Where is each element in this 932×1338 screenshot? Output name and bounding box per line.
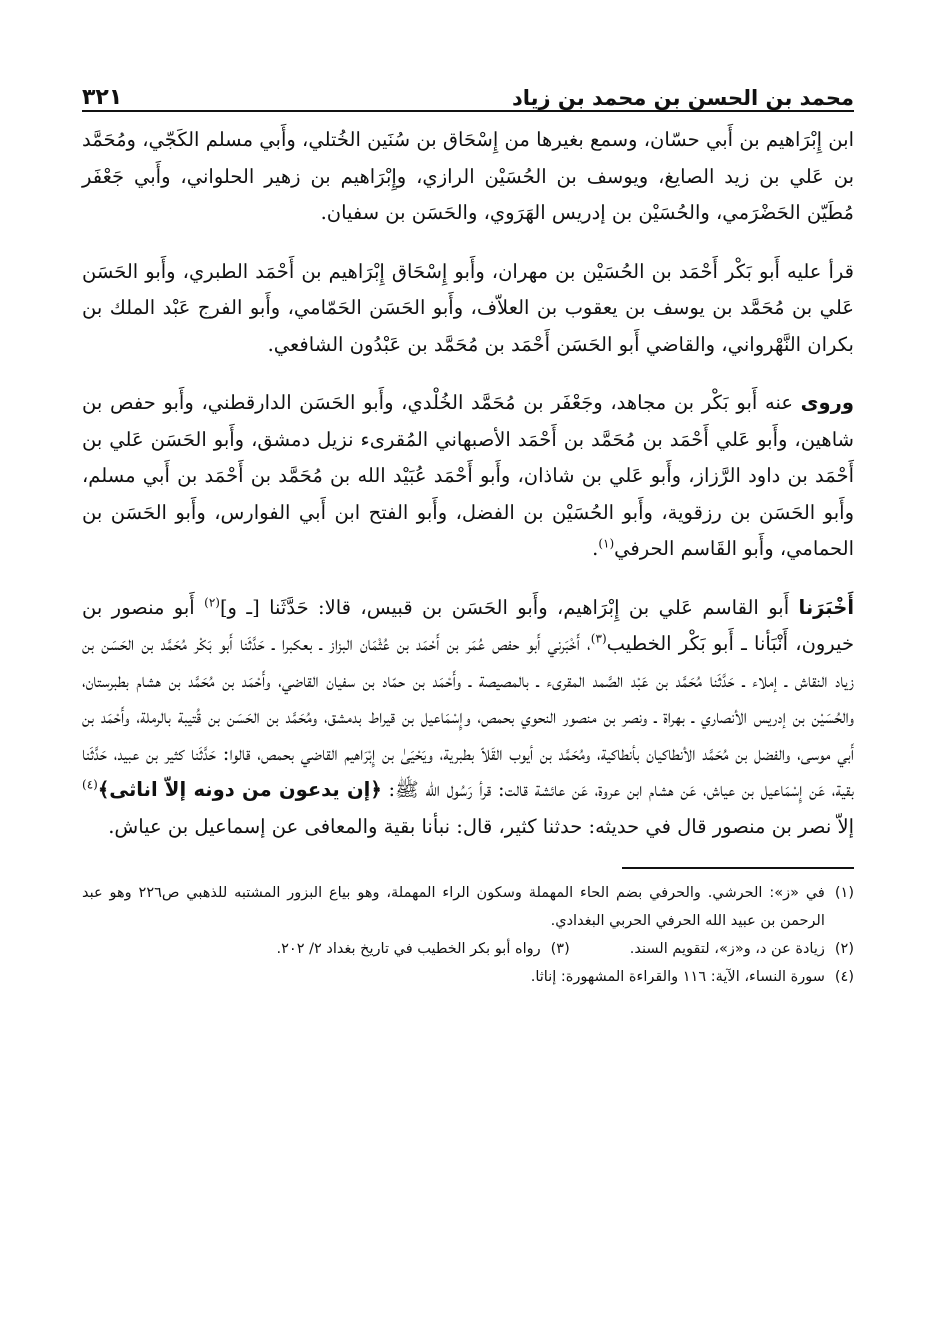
hadith-lead-word: أَخْبَرَنا	[798, 595, 855, 619]
footnote-1	[82, 879, 854, 935]
footnote-divider	[622, 867, 854, 869]
running-header	[82, 62, 854, 112]
footnote-2-text: زيادة عن د، و«ز»، لتقويم السند.	[629, 941, 825, 957]
narrators-lead-word: وروى	[800, 391, 854, 414]
footnote-ref-2: (٢)	[204, 595, 220, 609]
footnote-3-number: (٣)	[550, 941, 570, 957]
footnote-ref-1: (١)	[598, 536, 615, 551]
paragraph-hadith	[82, 590, 854, 846]
page-number: ٣٢١	[82, 85, 123, 110]
book-page	[82, 62, 854, 991]
hadith-text-c: ، أَخْبَرني أَبو حفص عُمَر بن أَحْمَد بن عُثْمَان البزاز ـ بعكبرا ـ حَدَّثَنا أَبو بَكْر مُحَمَّد بن الحَسَن بن زياد النقاش ـ إملاء ـ حَدَّثَنا مُحَمَّد بن عَبْد الصَّمد المقرىء ـ بالمصيصة ـ وأَحْمَد بن حمّاد بن سفيان القاضي، وأَحْمَد بن مُحَمَّد بن هشام بطبرستان، والحُسَيْن بن إدريس الأنصاري ـ بهراة ـ ونصر بن منصور النحوي بحمص، وإِسْمَاعيل بن قيراط بدمشق، ومُحَمَّد بن الحَسَن بن قُتيبة بالرملة، وأَحْمَد بن أَبي موسى، والفضل بن مُحَمَّد الأنطاكيان بأنطاكية، ومُحَمَّد بن أيوب القَلاّ بطبرية، ويَحْيَىٰ بن إِبْرَاهيم القاضي بحمص، قالوا: حَدَّثَنا كثير بن عبيد، حَدَّثَنا بقية، عَن إِسْمَاعيل بن عياش، عَن هشام ابن عروة، عَن عائشة قالت: قرأ رَسُول الله ﷺ:	[82, 632, 854, 801]
header-title: محمد بن الحسن بن محمد بن زياد	[511, 86, 854, 110]
paragraph-students-readers: قرأ عليه أَبو بَكْر أَحْمَد بن الحُسَيْن بن مهران، وأَبو إِسْحَاق إِبْرَاهيم بن أَحْمَد الطبري، وأَبو الحَسَن عَلي بن مُحَمَّد بن يوسف بن يعقوب بن العلاّف، وأَبو الحَسَن الحَمّامي، وأَبو الفرج عَبْد الملك بن بكران النَّهْرواني، والقاضي أَبو الحَسَن أَحْمَد بن مُحَمَّد بن عَبْدُون الشافعي.	[82, 259, 854, 356]
footnote-1-text: في «ز»: الحرشي. والحرفي بضم الحاء المهملة وسكون الراء المهملة، وهو بياع البزور المشتبه للذهبي ص٢٢٦ وهو عبد الرحمن بن عبيد الله الحرفي الحربي البغدادي.	[82, 885, 825, 929]
footnotes	[82, 879, 854, 991]
footnote-4-number: (٤)	[834, 969, 854, 985]
footnote-row-2-3	[82, 935, 854, 963]
footnote-3-text: رواه أبو بكر الخطيب في تاريخ بغداد ٢/ ٢٠٢.	[276, 941, 541, 957]
narrators-end: .	[592, 537, 599, 560]
hadith-text-b: أَبو منصور بن خيرون، أَنْبَأنا ـ أَبو بَكْر الخطيب	[82, 595, 854, 655]
footnote-3	[277, 935, 570, 963]
hadith-text-a: أَبو القاسم عَلي بن إِبْرَاهيم، وأَبو الحَسَن بن قبيس، قالا: حَدَّثَنا [ـ و]	[219, 595, 799, 619]
footnote-ref-3: (٣)	[590, 631, 607, 646]
footnote-1-number: (١)	[834, 885, 854, 901]
main-text	[82, 122, 854, 845]
footnote-ref-4: (٤)	[82, 777, 98, 792]
hadith-text-d: إلاّ نصر بن منصور قال في حديثه: حدثنا كثير، قال: نبأنا بقية والمعافى عن إسماعيل بن عياش.	[108, 814, 854, 838]
footnote-4-text: سورة النساء، الآية: ١١٦ والقراءة المشهورة: إناثا.	[530, 969, 825, 985]
footnote-2	[630, 935, 854, 963]
footnote-4	[82, 963, 854, 991]
narrators-text: عنه أَبو بَكْر بن مجاهد، وجَعْفَر بن مُحَمَّد الخُلْدي، وأَبو الحَسَن الدارقطني، وأَبو حفص بن شاهين، وأَبو عَلي أَحْمَد بن مُحَمَّد بن أَحْمَد الأصبهاني المُقرىء نزيل دمشق، وأَبو الحَسَن عَلي بن أَحْمَد بن داود الرَّزاز، وأَبو عَلي بن شاذان، وأَبو أَحْمَد عُبَيْد الله بن مُحَمَّد بن أَحْمَد بن أَبي مسلم، وأَبو الحَسَن بن رزقوية، وأَبو الحُسَيْن بن الفضل، وأَبو الفتح ابن أَبي الفوارس، وأَبو الحَسَن بن الحمامي، وأَبو القَاسم الحرفي	[82, 391, 854, 560]
paragraph-narrators	[82, 385, 854, 568]
quran-verse: ﴿إن يدعون من دونه إلاّ اناثى﴾	[97, 778, 382, 801]
paragraph-teachers: ابن إِبْرَاهيم بن أَبي حسّان، وسمع بغيرها من إِسْحَاق بن سُنَين الخُتلي، وأَبي مسلم الكَجّي، ومُحَمَّد بن عَلي بن زيد الصايغ، ويوسف بن الحُسَيْن الرازي، وإِبْرَاهيم بن زهير الحلواني، وأَبي جَعْفَر مُطَيّن الحَضْرَمي، والحُسَيْن بن إدريس الهَرَوي، والحَسَن بن سفيان.	[82, 128, 854, 224]
footnote-2-number: (٢)	[834, 941, 854, 957]
